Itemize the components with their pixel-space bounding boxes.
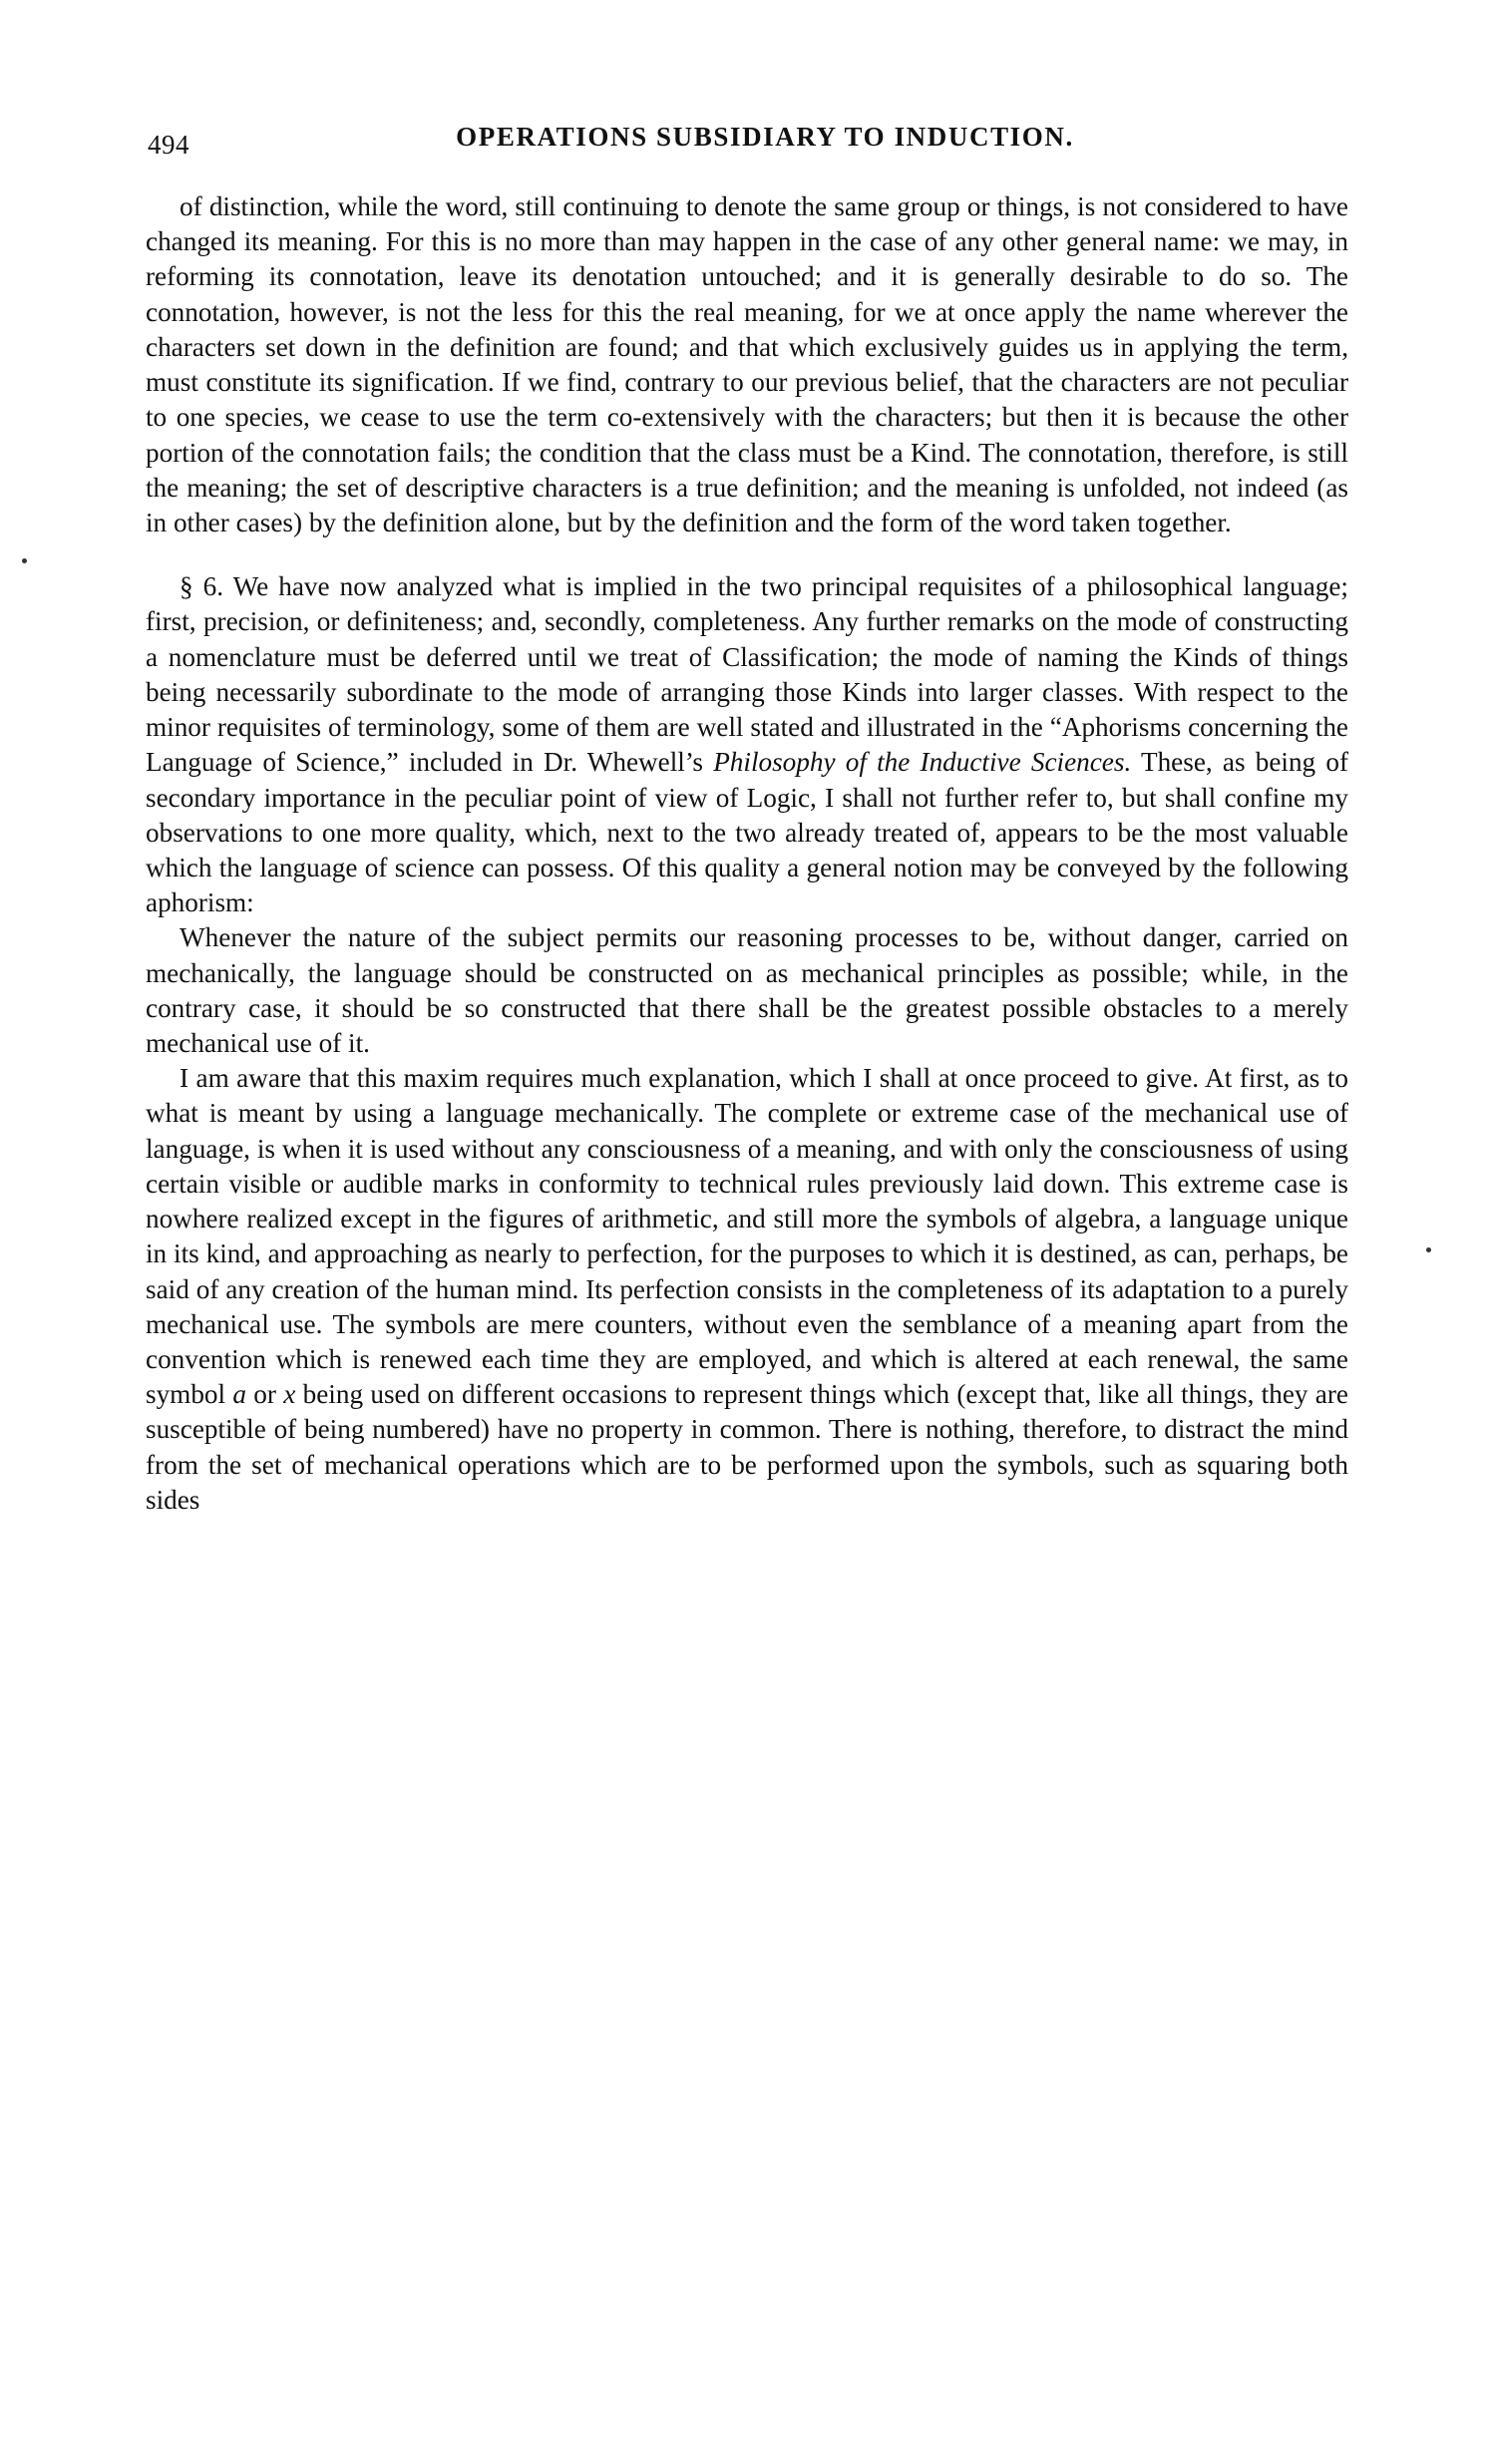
paragraph-3: Whenever the nature of the subject permits our reasoning processes to be, without danger, carried on mechanically, the language should be constructed on as mechanical principles as possible; while, in the contrary case, it should be so constructed that there shall be the greatest possible obstacles to a merely mechanical use of it. <box>146 922 1348 1059</box>
paragraph-2 <box>146 569 1348 920</box>
paragraph-1: of distinction, while the word, still continuing to denote the same group or things, is not considered to have changed its meaning. For this is no more than may happen in the case of any other general name: we may, in reforming its connotation, leave its denotation untouched; and it is generally desirable to do so. The connotation, however, is not the less for this the real meaning, for we at once apply the name wherever the characters set down in the definition are found; and that which exclusively guides us in applying the term, must constitute its signification. If we find, contrary to our previous belief, that the characters are not peculiar to one species, we cease to use the term co-extensively with the characters; but then it is because the other portion of the connotation fails; the condition that the class must be a Kind. The connotation, therefore, is still the meaning; the set of descriptive characters is a true definition; and the meaning is unfolded, not indeed (as in other cases) by the definition alone, but by the definition and the form of the word taken together. <box>146 191 1348 537</box>
page-header <box>148 122 1342 162</box>
paragraph-4-text-b: or <box>245 1379 284 1410</box>
paragraph-4-italic-x: x <box>283 1379 296 1410</box>
paragraph-2-text-a: § 6. We have now analyzed what is implied in the two principal requisites of a philosophical language; first, precision, or definiteness; and, secondly, completeness. Any further remarks on the mode of constructing a nomenclature must be deferred until we treat of Classification; the mode of naming the Kinds of things being necessarily subordinate to the mode of arranging those Kinds into larger classes. With respect to the minor requisites of terminology, some of them are well stated and illustrated in the “Aphorisms concerning the Language of Science,” included in Dr. Whewell’s <box>146 571 1348 778</box>
margin-speck-left <box>22 558 27 563</box>
page-number: 494 <box>148 130 189 160</box>
paragraph-4-text-a: I am aware that this maxim requires much explanation, which I shall at once proceed to give. At first, as to what is meant by using a language mechanically. The complete or extreme case of the mechanical use of language, is when it is used without any consciousness of a meaning, and with only the consciousness of using certain visible or audible marks in conformity to technical rules previously laid down. This extreme case is nowhere realized except in the figures of arithmetic, and still more the symbols of algebra, a language unique in its kind, and approaching as nearly to perfection, for the purposes to which it is destined, as can, perhaps, be said of any creation of the human mind. Its perfection consists in the completeness of its adaptation to a purely mechanical use. The symbols are mere counters, without even the semblance of a meaning apart from the convention which is renewed each time they are employed, and which is altered at each renewal, the same symbol <box>146 1063 1348 1410</box>
body-text <box>146 189 1348 1518</box>
running-head: OPERATIONS SUBSIDIARY TO INDUCTION. <box>456 122 1074 152</box>
paragraph-4-text-c: being used on different occasions to represent things which (except that, like all things, they are susceptible of being numbered) have no property in common. There is nothing, therefore, to distract the mind from the set of mechanical operations which are to be performed upon the symbols, such as squaring both sides <box>146 1379 1348 1515</box>
paragraph-2-italic-title: Philosophy of the Inductive Sciences. <box>713 747 1132 778</box>
paragraph-2-text-b: These, as being of secondary importance in the peculiar point of view of Logic, I shall not further refer to, but shall confine my observations to one more quality, which, next to the two already treated of, appears to be the most valuable which the language of science can possess. Of this quality a general notion may be conveyed by the following aphorism: <box>146 747 1349 918</box>
margin-speck-right <box>1426 1247 1431 1252</box>
paragraph-4 <box>146 1061 1348 1518</box>
paragraph-4-italic-a: a <box>232 1379 246 1410</box>
